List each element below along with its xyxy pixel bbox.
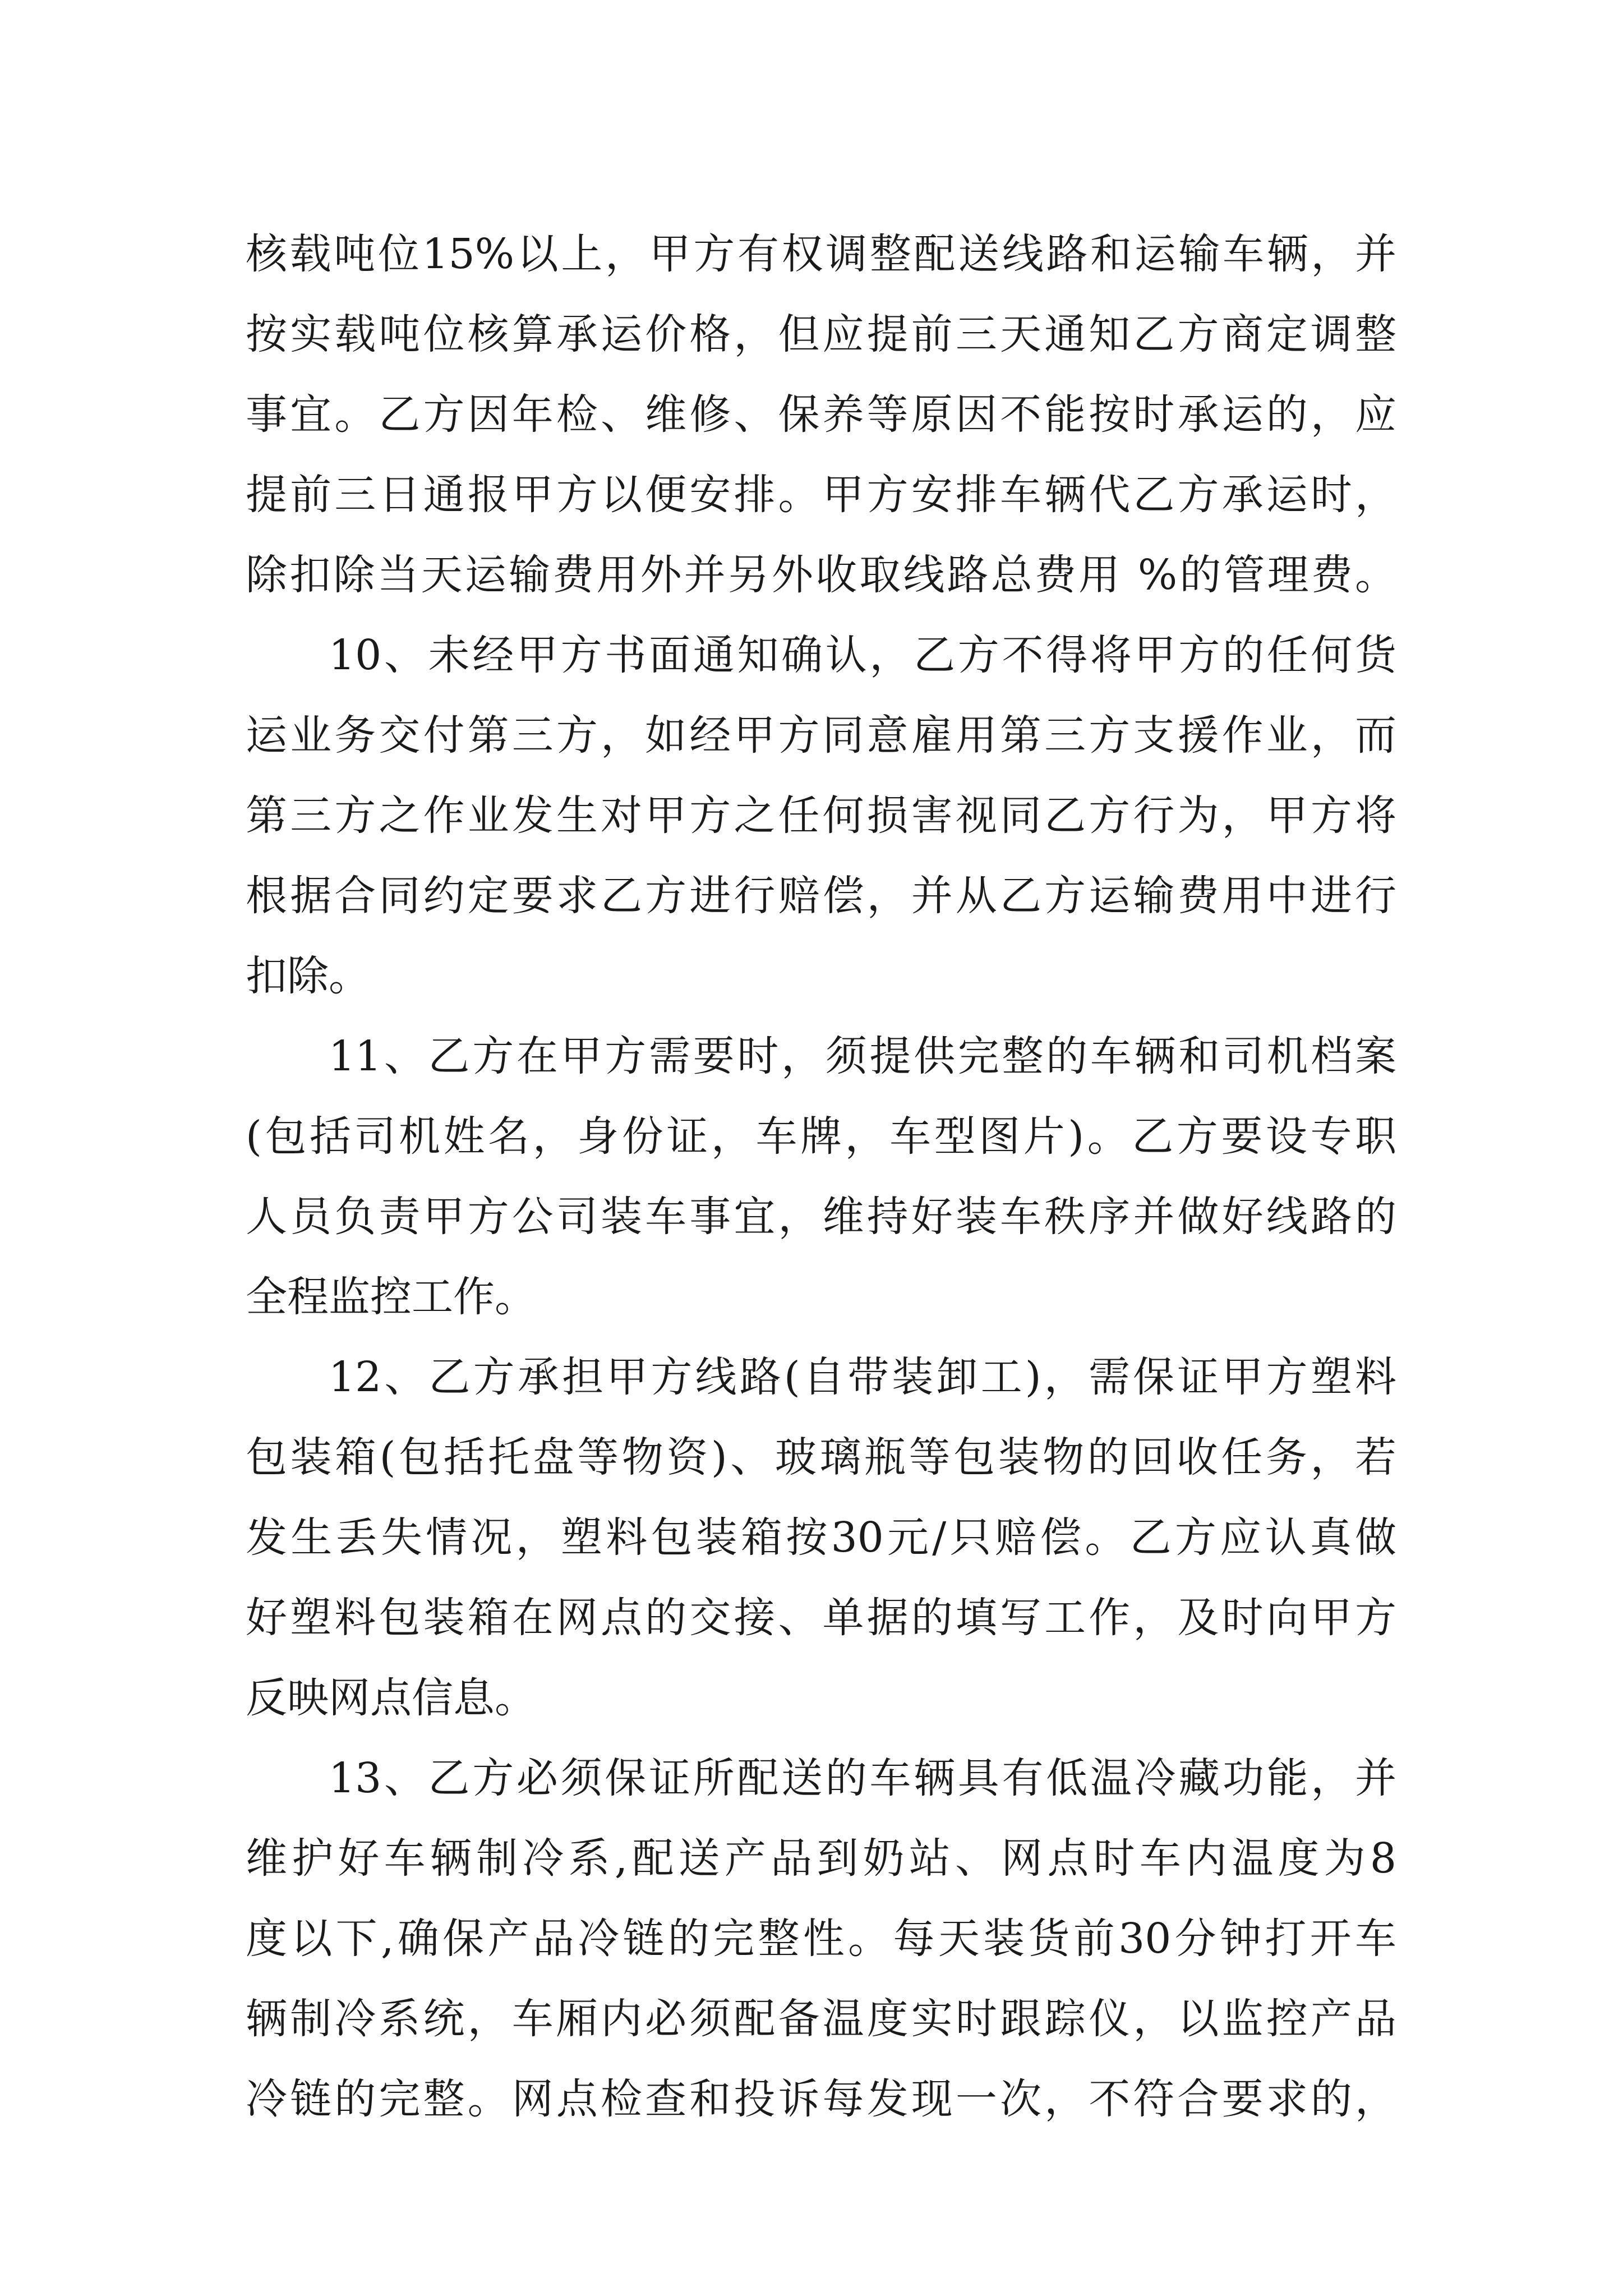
text-line: 包装箱(包括托盘等物资)、玻璃瓶等包装物的回收任务，若 bbox=[246, 1433, 1396, 1481]
text-line: 反映网点信息。 bbox=[246, 1674, 536, 1722]
text-line: 冷链的完整。网点检查和投诉每发现一次，不符合要求的， bbox=[246, 2075, 1396, 2123]
text-line: 按实载吨位核算承运价格，但应提前三天通知乙方商定调整 bbox=[246, 310, 1396, 358]
text-line: 人员负责甲方公司装车事宜，维持好装车秩序并做好线路的 bbox=[246, 1193, 1396, 1241]
text-line: 第三方之作业发生对甲方之任何损害视同乙方行为，甲方将 bbox=[246, 792, 1396, 840]
document-body bbox=[246, 214, 1396, 2139]
clause-11-first-line: 11、乙方在甲方需要时，须提供完整的车辆和司机档案 bbox=[329, 1032, 1396, 1080]
text-line: 发生丢失情况，塑料包装箱按30元/只赔偿。乙方应认真做 bbox=[246, 1513, 1396, 1562]
text-line: 全程监控工作。 bbox=[246, 1273, 536, 1321]
text-line: 好塑料包装箱在网点的交接、单据的填写工作，及时向甲方 bbox=[246, 1594, 1396, 1642]
text-line: (包括司机姓名，身份证，车牌，车型图片)。乙方要设专职 bbox=[246, 1112, 1396, 1161]
text-line: 根据合同约定要求乙方进行赔偿，并从乙方运输费用中进行 bbox=[246, 872, 1396, 920]
text-line: 度以下,确保产品冷链的完整性。每天装货前30分钟打开车 bbox=[246, 1915, 1396, 1963]
text-line: 除扣除当天运输费用外并另外收取线路总费用 %的管理费。 bbox=[246, 551, 1396, 599]
clause-12-first-line: 12、乙方承担甲方线路(自带装卸工)，需保证甲方塑料 bbox=[329, 1353, 1396, 1401]
text-line: 辆制冷系统，车厢内必须配备温度实时跟踪仪，以监控产品 bbox=[246, 1995, 1396, 2043]
text-line: 核载吨位15%以上，甲方有权调整配送线路和运输车辆，并 bbox=[246, 230, 1396, 278]
text-line: 运业务交付第三方，如经甲方同意雇用第三方支援作业，而 bbox=[246, 711, 1396, 760]
text-line: 提前三日通报甲方以便安排。甲方安排车辆代乙方承运时， bbox=[246, 471, 1396, 519]
clause-13-first-line: 13、乙方必须保证所配送的车辆具有低温冷藏功能，并 bbox=[329, 1754, 1396, 1802]
clause-10-first-line: 10、未经甲方书面通知确认，乙方不得将甲方的任何货 bbox=[329, 631, 1396, 679]
text-line: 扣除。 bbox=[246, 952, 370, 1000]
text-line: 事宜。乙方因年检、维修、保养等原因不能按时承运的，应 bbox=[246, 390, 1396, 439]
text-line: 维护好车辆制冷系,配送产品到奶站、网点时车内温度为8 bbox=[246, 1834, 1396, 1883]
